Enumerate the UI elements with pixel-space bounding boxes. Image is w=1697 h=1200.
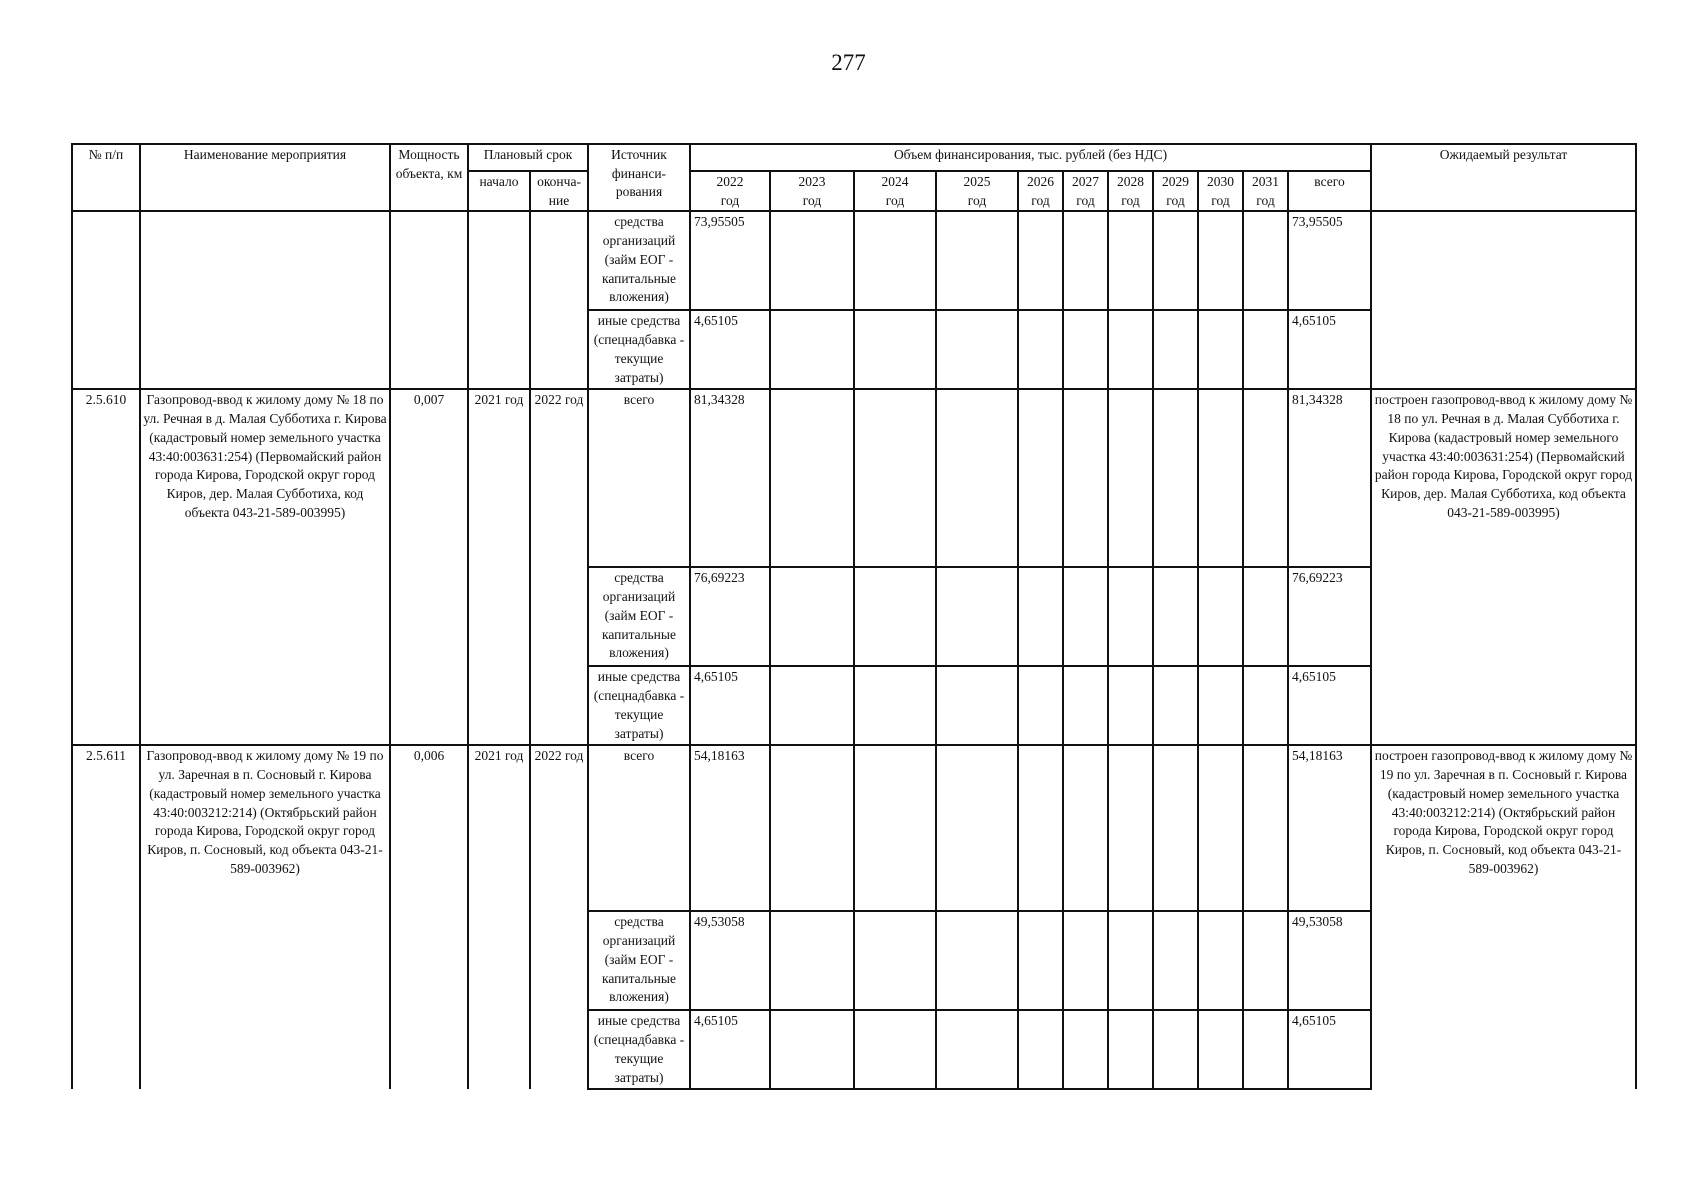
header-total: всего <box>1288 171 1371 211</box>
header-year-2024: 2024 год <box>854 171 936 211</box>
value-2028 <box>1108 745 1153 911</box>
header-end: оконча-ние <box>530 171 588 211</box>
header-result: Ожидаемый результат <box>1371 144 1636 211</box>
cont-num-cell <box>72 211 140 389</box>
entry-num: 2.5.611 <box>72 745 140 1089</box>
value-2022: 76,69223 <box>690 567 770 666</box>
source-cell: всего <box>588 745 690 911</box>
cont-result-cell <box>1371 211 1636 389</box>
cont-end-cell <box>530 211 588 389</box>
value-2031 <box>1243 1010 1288 1089</box>
entry-capacity: 0,007 <box>390 389 468 745</box>
header-start: начало <box>468 171 530 211</box>
value-2030 <box>1198 1010 1243 1089</box>
value-2026 <box>1018 211 1063 310</box>
value-2029 <box>1153 389 1198 567</box>
cont-capacity-cell <box>390 211 468 389</box>
header-plan-term: Плановый срок <box>468 144 588 171</box>
value-2027 <box>1063 211 1108 310</box>
source-cell: средства организаций (займ ЕОГ - капитальные вложения) <box>588 211 690 310</box>
value-2022: 49,53058 <box>690 911 770 1010</box>
value-2030 <box>1198 389 1243 567</box>
source-cell: иные средства (спецнадбавка - текущие затраты) <box>588 1010 690 1089</box>
value-2023 <box>770 666 854 745</box>
value-2025 <box>936 911 1018 1010</box>
value-2022: 4,65105 <box>690 666 770 745</box>
value-2024 <box>854 310 936 389</box>
value-2028 <box>1108 567 1153 666</box>
entry-capacity: 0,006 <box>390 745 468 1089</box>
value-2026 <box>1018 1010 1063 1089</box>
value-2030 <box>1198 211 1243 310</box>
value-2025 <box>936 211 1018 310</box>
value-2026 <box>1018 310 1063 389</box>
entry-name: Газопровод-ввод к жилому дому № 18 по ул. Речная в д. Малая Субботиха г. Кирова (кадастровый номер земельного участка 43:40:003631:254) (Первомайский район города Кирова, Городской округ город Киров, дер. Малая Субботиха, код объекта 043-21-589-003995) <box>140 389 390 745</box>
value-2024 <box>854 389 936 567</box>
value-2024 <box>854 567 936 666</box>
source-cell: всего <box>588 389 690 567</box>
value-2027 <box>1063 567 1108 666</box>
value-2022: 4,65105 <box>690 310 770 389</box>
value-2024 <box>854 1010 936 1089</box>
entry-result: построен газопровод-ввод к жилому дому № 19 по ул. Заречная в п. Сосновый г. Кирова (кадастровый номер земельного участка 43:40:003212:214) (Октябрьский район города Кирова, Городской округ город Киров, п. Сосновый, код объекта 043-21-589-003962) <box>1371 745 1636 1089</box>
header-name: Наименование мероприятия <box>140 144 390 211</box>
header-year-2028: 2028 год <box>1108 171 1153 211</box>
value-2024 <box>854 745 936 911</box>
value-2028 <box>1108 1010 1153 1089</box>
entry-num: 2.5.610 <box>72 389 140 745</box>
value-total: 4,65105 <box>1288 310 1371 389</box>
value-2022: 54,18163 <box>690 745 770 911</box>
value-2031 <box>1243 389 1288 567</box>
value-2030 <box>1198 666 1243 745</box>
value-2027 <box>1063 1010 1108 1089</box>
table-row <box>72 211 1636 310</box>
value-2027 <box>1063 911 1108 1010</box>
value-2026 <box>1018 911 1063 1010</box>
header-row-1 <box>72 144 1636 171</box>
value-2023 <box>770 211 854 310</box>
value-2023 <box>770 389 854 567</box>
header-year-2023: 2023 год <box>770 171 854 211</box>
value-2031 <box>1243 911 1288 1010</box>
value-total: 81,34328 <box>1288 389 1371 567</box>
value-total: 4,65105 <box>1288 1010 1371 1089</box>
value-2022: 73,95505 <box>690 211 770 310</box>
value-2028 <box>1108 389 1153 567</box>
value-2028 <box>1108 310 1153 389</box>
header-financing: Объем финансирования, тыс. рублей (без НДС) <box>690 144 1371 171</box>
value-2023 <box>770 310 854 389</box>
value-2025 <box>936 745 1018 911</box>
source-cell: иные средства (спецнадбавка - текущие затраты) <box>588 310 690 389</box>
value-2029 <box>1153 911 1198 1010</box>
value-2024 <box>854 211 936 310</box>
value-2024 <box>854 911 936 1010</box>
value-2022: 4,65105 <box>690 1010 770 1089</box>
value-2027 <box>1063 745 1108 911</box>
value-2031 <box>1243 567 1288 666</box>
financing-table <box>71 143 1637 1090</box>
value-2030 <box>1198 911 1243 1010</box>
value-2029 <box>1153 211 1198 310</box>
entry-end: 2022 год <box>530 389 588 745</box>
value-2023 <box>770 567 854 666</box>
value-2023 <box>770 745 854 911</box>
value-total: 49,53058 <box>1288 911 1371 1010</box>
value-2029 <box>1153 567 1198 666</box>
value-2025 <box>936 310 1018 389</box>
table-row <box>72 745 1636 911</box>
page-number: 277 <box>831 50 866 75</box>
value-total: 4,65105 <box>1288 666 1371 745</box>
value-2028 <box>1108 211 1153 310</box>
header-year-2030: 2030 год <box>1198 171 1243 211</box>
header-year-2026: 2026 год <box>1018 171 1063 211</box>
value-2026 <box>1018 389 1063 567</box>
value-2029 <box>1153 310 1198 389</box>
value-total: 54,18163 <box>1288 745 1371 911</box>
value-2026 <box>1018 567 1063 666</box>
entry-start: 2021 год <box>468 745 530 1089</box>
value-2030 <box>1198 567 1243 666</box>
value-2029 <box>1153 745 1198 911</box>
value-2022: 81,34328 <box>690 389 770 567</box>
value-2025 <box>936 666 1018 745</box>
value-2027 <box>1063 310 1108 389</box>
value-2027 <box>1063 389 1108 567</box>
value-2025 <box>936 1010 1018 1089</box>
value-2026 <box>1018 745 1063 911</box>
value-2029 <box>1153 666 1198 745</box>
cont-start-cell <box>468 211 530 389</box>
value-2028 <box>1108 911 1153 1010</box>
value-2031 <box>1243 310 1288 389</box>
value-2030 <box>1198 310 1243 389</box>
header-year-2029: 2029 год <box>1153 171 1198 211</box>
header-year-2027: 2027 год <box>1063 171 1108 211</box>
entry-name: Газопровод-ввод к жилому дому № 19 по ул. Заречная в п. Сосновый г. Кирова (кадастровый номер земельного участка 43:40:003212:214) (Октябрьский район города Кирова, Городской округ город Киров, п. Сосновый, код объекта 043-21-589-003962) <box>140 745 390 1089</box>
value-2031 <box>1243 745 1288 911</box>
header-source: Источник финанси-рования <box>588 144 690 211</box>
source-cell: средства организаций (займ ЕОГ - капитальные вложения) <box>588 567 690 666</box>
value-2027 <box>1063 666 1108 745</box>
value-2031 <box>1243 666 1288 745</box>
value-2029 <box>1153 1010 1198 1089</box>
cont-name-cell <box>140 211 390 389</box>
value-2024 <box>854 666 936 745</box>
value-2031 <box>1243 211 1288 310</box>
value-2025 <box>936 389 1018 567</box>
value-2026 <box>1018 666 1063 745</box>
source-cell: иные средства (спецнадбавка - текущие затраты) <box>588 666 690 745</box>
value-2023 <box>770 911 854 1010</box>
header-capacity: Мощность объекта, км <box>390 144 468 211</box>
header-year-2022: 2022 год <box>690 171 770 211</box>
value-total: 76,69223 <box>1288 567 1371 666</box>
table-row <box>72 389 1636 567</box>
source-cell: средства организаций (займ ЕОГ - капитальные вложения) <box>588 911 690 1010</box>
entry-start: 2021 год <box>468 389 530 745</box>
entry-result: построен газопровод-ввод к жилому дому № 18 по ул. Речная в д. Малая Субботиха г. Кирова (кадастровый номер земельного участка 43:40:003631:254) (Первомайский район города Кирова, Городской округ город Киров, дер. Малая Субботиха, код объекта 043-21-589-003995) <box>1371 389 1636 745</box>
value-2030 <box>1198 745 1243 911</box>
header-num: № п/п <box>72 144 140 211</box>
entry-end: 2022 год <box>530 745 588 1089</box>
value-2028 <box>1108 666 1153 745</box>
value-total: 73,95505 <box>1288 211 1371 310</box>
header-year-2031: 2031 год <box>1243 171 1288 211</box>
value-2025 <box>936 567 1018 666</box>
value-2023 <box>770 1010 854 1089</box>
header-year-2025: 2025 год <box>936 171 1018 211</box>
